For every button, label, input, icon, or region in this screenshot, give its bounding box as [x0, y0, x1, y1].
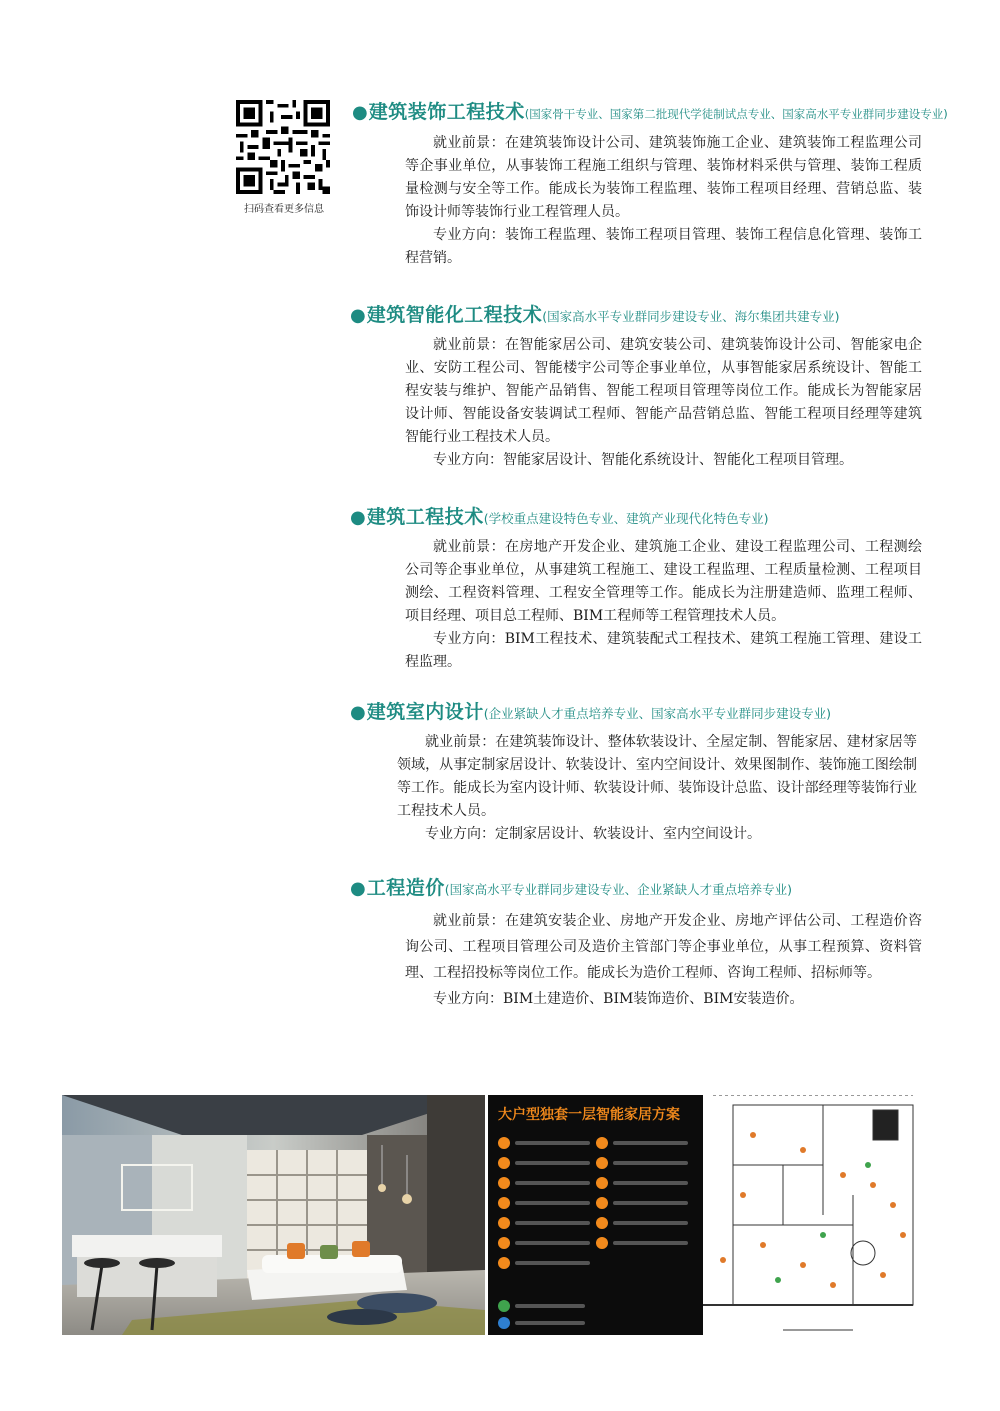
panel-item — [498, 1217, 590, 1229]
section-heading — [350, 502, 922, 529]
panel-item — [498, 1300, 585, 1312]
panel-item — [596, 1177, 688, 1189]
section-heading — [350, 873, 922, 900]
qr-code-image[interactable] — [236, 100, 330, 194]
panel-item — [596, 1157, 688, 1169]
employment-prospect: 就业前景：在建筑装饰设计、整体软装设计、全屋定制、智能家居、建材家居等领域，从事定制家居设计、软装设计、室内空间设计、效果图制作、装饰施工图绘制等工作。能成长为室内设计师、软装设计师、装饰设计总监、设计部经理等装饰行业工程技术人员。 — [397, 734, 917, 819]
employment-prospect: 就业前景：在建筑安装企业、房地产开发企业、房地产评估公司、工程造价咨询公司、工程项目管理公司及造价主管部门等企事业单位，从事工程预算、资料管理、工程招投标等岗位工作。能成长为造价工程师、咨询工程师、招标师等。 — [405, 913, 922, 981]
bullet-dot-icon: ● — [350, 507, 366, 528]
panel-item — [596, 1217, 688, 1229]
specialty-direction: 专业方向：定制家居设计、软装设计、室内空间设计。 — [425, 826, 761, 842]
floor-plan-drawing — [703, 1095, 928, 1340]
panel-item — [498, 1177, 590, 1189]
panel-item — [596, 1237, 688, 1249]
panel-item — [498, 1237, 590, 1249]
section-note: (国家骨干专业、国家第二批现代学徒制试点专业、国家高水平专业群同步建设专业) — [524, 107, 948, 121]
section-note: (国家高水平专业群同步建设专业、企业紧缺人才重点培养专业) — [444, 882, 792, 897]
employment-prospect: 就业前景：在建筑装饰设计公司、建筑装饰施工企业、建筑装饰工程监理公司等企事业单位，从事装饰工程施工组织与管理、装饰材料采供与管理、装饰工程质量检测与安全等工作。能成长为装饰工程监理、装饰工程项目经理、营销总监、装饰设计师等装饰行业工程管理人员。 — [405, 135, 922, 220]
section-heading — [352, 97, 948, 124]
section-body — [405, 132, 922, 270]
panel-item — [498, 1317, 585, 1329]
bullet-dot-icon: ● — [350, 305, 366, 326]
specialty-direction: 专业方向：智能家居设计、智能化系统设计、智能化工程项目管理。 — [433, 452, 853, 468]
bullet-dot-icon: ● — [352, 102, 368, 123]
section-title: 建筑室内设计 — [366, 701, 484, 723]
employment-prospect: 就业前景：在房地产开发企业、建筑施工企业、建设工程监理公司、工程测绘公司等企事业单位，从事建筑工程施工、建设工程监理、工程质量检测、工程项目测绘、工程资料管理、工程安全管理等工作。能成长为注册建造师、监理工程师、项目经理、项目总工程师、BIM工程师等工程管理技术人员。 — [405, 539, 922, 624]
panel-item — [498, 1137, 590, 1149]
program-section-intelligent — [350, 300, 922, 472]
section-body — [405, 536, 922, 674]
program-section-construction — [350, 502, 922, 674]
panel-item — [596, 1137, 688, 1149]
section-note: (学校重点建设特色专业、建筑产业现代化特色专业) — [483, 511, 769, 526]
panel-item — [498, 1257, 590, 1269]
smart-panel-title: 大户型独套一层智能家居方案 — [498, 1107, 680, 1123]
bullet-dot-icon: ● — [350, 702, 366, 723]
program-section-cost — [350, 873, 922, 1012]
section-body — [405, 908, 922, 1012]
qr-caption: 扫码查看更多信息 — [244, 204, 324, 215]
employment-prospect: 就业前景：在智能家居公司、建筑安装公司、建筑装饰设计公司、智能家电企业、安防工程公司、智能楼宇公司等企事业单位，从事智能家居系统设计、智能工程安装与维护、智能产品销售、智能工程项目管理等岗位工作。能成长为智能家居设计师、智能设备安装调试工程师、智能产品营销总监、智能工程项目经理等建筑智能行业工程技术人员。 — [405, 337, 922, 445]
interior-render-photo — [62, 1095, 485, 1335]
section-body — [397, 731, 917, 846]
section-title: 建筑工程技术 — [366, 506, 484, 528]
program-section-decoration — [352, 97, 948, 270]
panel-item — [498, 1157, 590, 1169]
section-heading — [350, 697, 922, 724]
specialty-direction: 专业方向：BIM工程技术、建筑装配式工程技术、建筑工程施工管理、建设工程监理。 — [405, 631, 922, 670]
qr-code-block — [236, 100, 332, 215]
section-title: 工程造价 — [366, 877, 445, 899]
section-note: (企业紧缺人才重点培养专业、国家高水平专业群同步建设专业) — [483, 706, 831, 721]
bullet-dot-icon: ● — [350, 878, 366, 899]
specialty-direction: 专业方向：BIM土建造价、BIM装饰造价、BIM安装造价。 — [433, 991, 804, 1007]
section-title: 建筑装饰工程技术 — [368, 101, 525, 123]
panel-item — [596, 1197, 688, 1209]
specialty-direction: 专业方向：装饰工程监理、装饰工程项目管理、装饰工程信息化管理、装饰工程营销。 — [405, 227, 922, 266]
section-title: 建筑智能化工程技术 — [366, 304, 543, 326]
program-section-interior — [350, 697, 922, 846]
panel-item — [498, 1197, 590, 1209]
bottom-photo-strip — [62, 1095, 702, 1335]
section-heading — [350, 300, 922, 327]
section-note: (国家高水平专业群同步建设专业、海尔集团共建专业) — [542, 309, 840, 324]
section-body — [405, 334, 922, 472]
